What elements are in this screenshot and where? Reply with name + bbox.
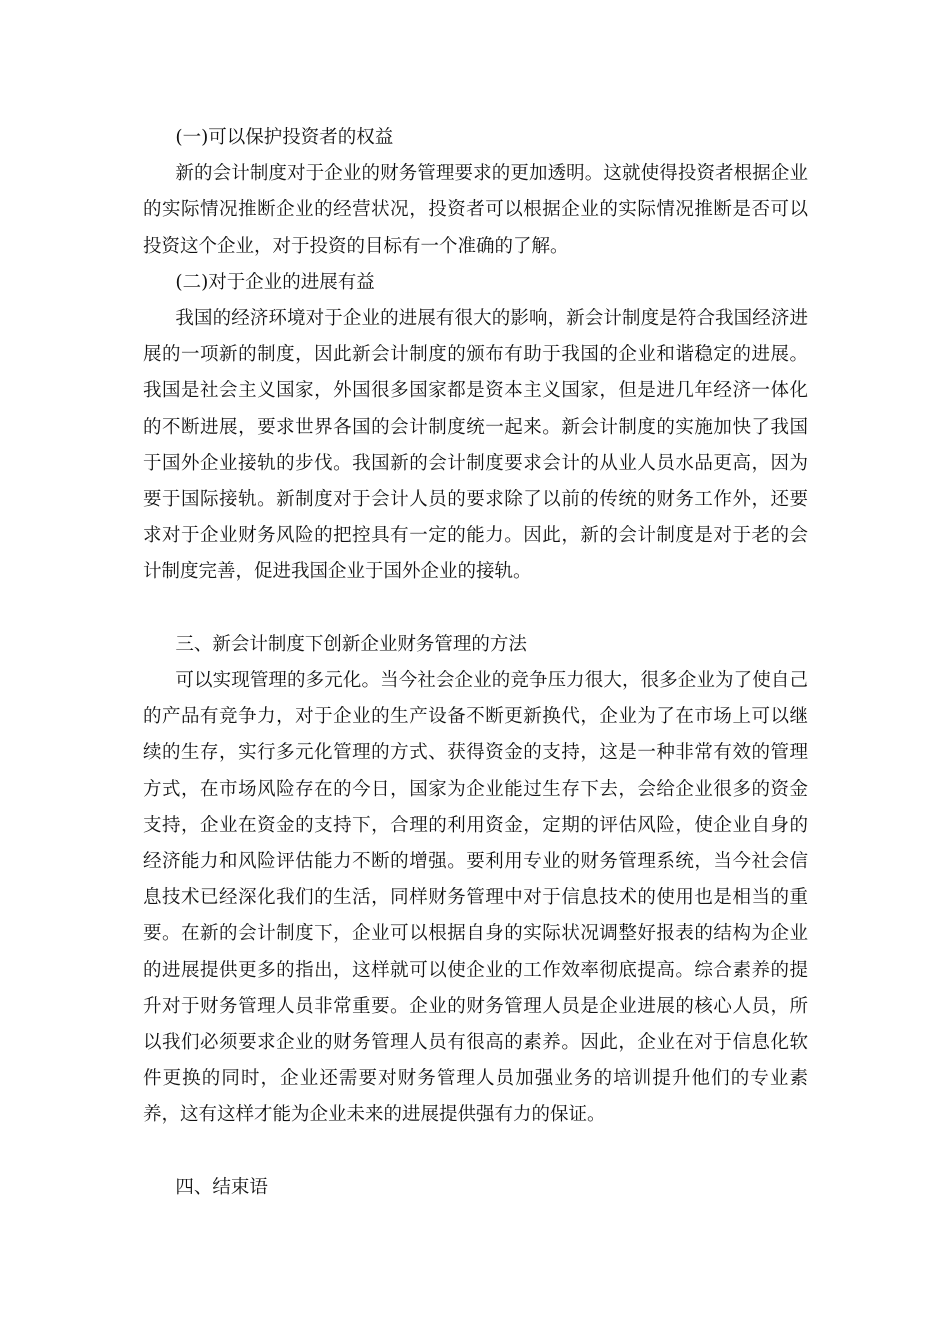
subsection-heading-enterprise-development: (二)对于企业的进展有益 [175,271,375,293]
paragraph-protect-investors: 新的会计制度对于企业的财务管理要求的更加透明。这就使得投资者根据企业的实际情况推断企业的经营状况，投资者可以根据企业的实际情况推断是否可以投资这个企业，对于投资的目标有一个准确的了解。 [143,163,808,257]
section-heading-innovation-methods: 三、新会计制度下创新企业财务管理的方法 [175,633,527,655]
paragraph-enterprise-development: 我国的经济环境对于企业的进展有很大的影响，新会计制度是符合我国经济进展的一项新的制度，因此新会计制度的颁布有助于我国的企业和谐稳定的进展。我国是社会主义国家，外国很多国家都是资本主义国家，但是进几年经济一体化的不断进展，要求世界各国的会计制度统一起来。新会计制度的实施加快了我国于国外企业接轨的步伐。我国新的会计制度要求会计的从业人员水品更高，因为要于国际接轨。新制度对于会计人员的要求除了以前的传统的财务工作外，还要求对于企业财务风险的把控具有一定的能力。因此，新的会计制度是对于老的会计制度完善，促进我国企业于国外企业的接轨。 [143,308,808,583]
subsection-heading-protect-investors: (一)可以保护投资者的权益 [175,127,394,148]
paragraph-innovation-methods: 可以实现管理的多元化。当今社会企业的竞争压力很大，很多企业为了使自己的产品有竞争力，对于企业的生产设备不断更新换代，企业为了在市场上可以继续的生存，实行多元化管理的方式、获得资金的支持，这是一种非常有效的管理方式，在市场风险存在的今日，国家为企业能过生存下去，会给企业很多的资金支持，企业在资金的支持下，合理的利用资金，定期的评估风险，使企业自身的经济能力和风险评估能力不断的增强。要利用专业的财务管理系统，当今社会信息技术已经深化我们的生活，同样财务管理中对于信息技术的使用也是相当的重要。在新的会计制度下，企业可以根据自身的实际状况调整好报表的结构为企业的进展提供更多的指出，这样就可以使企业的工作效率彻底提高。综合素养的提升对于财务管理人员非常重要。企业的财务管理人员是企业进展的核心人员，所以我们必须要求企业的财务管理人员有很高的素养。因此，企业在对于信息化软件更换的同时，企业还需要对财务管理人员加强业务的培训提升他们的专业素养，这有这样才能为企业未来的进展提供强有力的保证。 [143,670,808,1126]
section-heading-conclusion: 四、结束语 [175,1176,268,1198]
section-spacer [143,591,808,627]
section-spacer [143,1134,808,1170]
document-body [143,120,808,1206]
